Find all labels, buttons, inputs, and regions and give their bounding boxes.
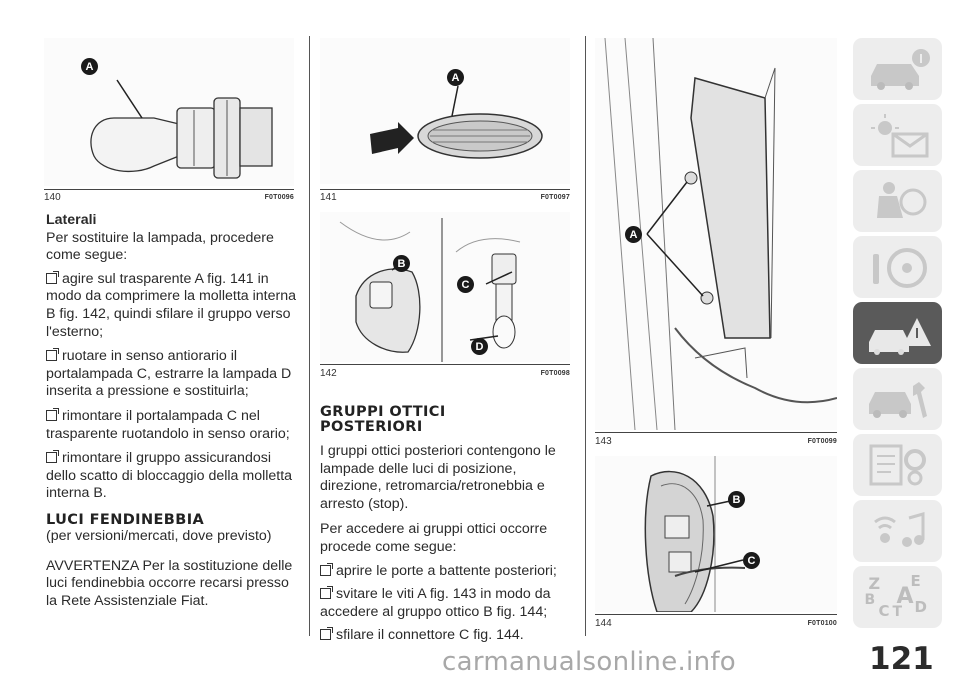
list-item	[320, 627, 574, 645]
checkbox-bullet-icon	[46, 452, 57, 463]
sidebar-tab-technical-data[interactable]	[853, 434, 942, 496]
figure-number: 142	[320, 368, 337, 379]
figure-caption-143	[595, 436, 837, 447]
checkbox-bullet-icon	[320, 588, 331, 599]
figure-141	[320, 38, 570, 184]
sidebar-tab-multimedia[interactable]	[853, 500, 942, 562]
heading-gruppi-ottici: GRUPPI OTTICI	[320, 404, 446, 420]
label-b: B	[393, 255, 410, 272]
note-versions: (per versioni/mercati, dove previsto)	[46, 527, 272, 544]
car-maintenance-icon	[863, 376, 933, 422]
list-item	[46, 408, 298, 443]
sidebar-tab-emergency[interactable]	[853, 302, 942, 364]
figure-caption-140	[44, 192, 294, 203]
heading-luci-fendinebbia: LUCI FENDINEBBIA	[46, 511, 205, 528]
multimedia-icon	[863, 508, 933, 554]
label-c: C	[457, 276, 474, 293]
figure-rule	[320, 364, 570, 365]
figure-number: 140	[44, 192, 61, 203]
list-item	[46, 271, 298, 341]
paragraph: Per accedere ai gruppi ottici occorre procede come segue:	[320, 521, 548, 555]
index-letter: B	[864, 592, 876, 608]
airbag-safety-icon	[863, 178, 933, 224]
checkbox-bullet-icon	[46, 410, 57, 421]
page-number: 121	[869, 641, 934, 677]
intro-paragraph: Per sostituire la lampada, procedere come segue:	[46, 229, 274, 264]
list-item	[46, 450, 298, 503]
watermark: carmanualsonline.info	[442, 647, 737, 677]
checkbox-bullet-icon	[320, 565, 331, 576]
car-emergency-icon	[863, 310, 933, 356]
list-item-text: aprire le porte a battente posteriori;	[336, 562, 557, 579]
figure-code: F0T0099	[807, 438, 837, 445]
label-b: B	[728, 491, 745, 508]
label-a: A	[81, 58, 98, 75]
column-divider	[309, 36, 310, 636]
figure-142	[320, 212, 570, 362]
left-column-text	[46, 212, 298, 610]
figure-rule	[595, 614, 837, 615]
alphabetical-index-icon	[863, 572, 933, 622]
list-item-text: agire sul trasparente A fig. 141 in modo da comprimere la molletta interna B fig. 142, quindi sfilare il gruppo verso l'esterno;	[46, 270, 296, 340]
checkbox-bullet-icon	[46, 273, 57, 284]
figure-code: F0T0096	[264, 194, 294, 201]
heading-posteriori: POSTERIORI	[320, 419, 423, 435]
index-letter: E	[910, 572, 921, 590]
figure-code: F0T0098	[540, 370, 570, 377]
figure-code: F0T0100	[807, 620, 837, 627]
figure-rule	[595, 432, 837, 433]
sidebar-tab-car-info[interactable]	[853, 38, 942, 100]
list-item	[320, 586, 574, 621]
list-item-text: svitare le viti A fig. 143 in modo da accedere al gruppo ottico B fig. 144;	[320, 586, 551, 620]
steering-wheel-icon	[863, 244, 933, 290]
rear-light-unit-illustration	[595, 456, 837, 612]
column-divider	[585, 36, 586, 636]
figure-code: F0T0097	[540, 194, 570, 201]
list-item-text: sfilare il connettore C fig. 144.	[336, 627, 524, 644]
figure-number: 141	[320, 192, 337, 203]
figure-number: 143	[595, 436, 612, 447]
sidebar-tab-maintenance[interactable]	[853, 368, 942, 430]
sidebar-tab-steering-wheel[interactable]	[853, 236, 942, 298]
side-light-disassembly-illustration	[320, 212, 570, 362]
figure-number: 144	[595, 618, 612, 629]
bulb-illustration	[44, 38, 294, 186]
sidebar-tab-warning-lights[interactable]	[853, 104, 942, 166]
list-item-text: rimontare il portalampada C nel trasparente ruotandolo in senso orario;	[46, 407, 290, 442]
index-letter: C	[878, 602, 890, 620]
checkbox-bullet-icon	[320, 629, 331, 640]
technical-data-icon	[863, 442, 933, 488]
list-item	[320, 563, 574, 581]
car-info-icon	[863, 46, 933, 92]
label-a: A	[447, 69, 464, 86]
list-item-text: ruotare in senso antiorario il portalampada C, estrarre la lampada D inserita a pressione e sostituirla;	[46, 348, 292, 400]
figure-rule	[44, 189, 294, 190]
subheading-laterali: Laterali	[46, 212, 97, 228]
index-letter: D	[914, 598, 927, 616]
label-a: A	[625, 226, 642, 243]
figure-144	[595, 456, 837, 612]
figure-rule	[320, 189, 570, 190]
paragraph: I gruppi ottici posteriori contengono le lampade delle luci di posizione, direzione, retromarcia/retronebbia e arresto (stop).	[320, 443, 556, 512]
label-c: C	[743, 552, 760, 569]
middle-column-text	[320, 405, 574, 645]
figure-caption-141	[320, 192, 570, 203]
warning-paragraph: AVVERTENZA Per la sostituzione delle luci fendinebbia occorre recarsi presso la Rete Assistenziale Fiat.	[46, 557, 293, 609]
index-letter: T	[892, 604, 903, 620]
figure-143	[595, 38, 837, 430]
figure-caption-144	[595, 618, 837, 629]
label-d: D	[471, 338, 488, 355]
figure-caption-142	[320, 368, 570, 379]
sidebar-tab-airbag-safety[interactable]	[853, 170, 942, 232]
index-letter: A	[896, 584, 914, 609]
warning-lights-icon	[863, 112, 933, 158]
list-item	[46, 348, 298, 401]
side-light-illustration	[320, 38, 570, 184]
checkbox-bullet-icon	[46, 350, 57, 361]
list-item-text: rimontare il gruppo assicurandosi dello scatto di bloccaggio della molletta interna B.	[46, 450, 293, 502]
sidebar-tab-alphabetical-index[interactable]	[853, 566, 942, 628]
index-letter: Z	[868, 574, 881, 593]
figure-140	[44, 38, 294, 186]
